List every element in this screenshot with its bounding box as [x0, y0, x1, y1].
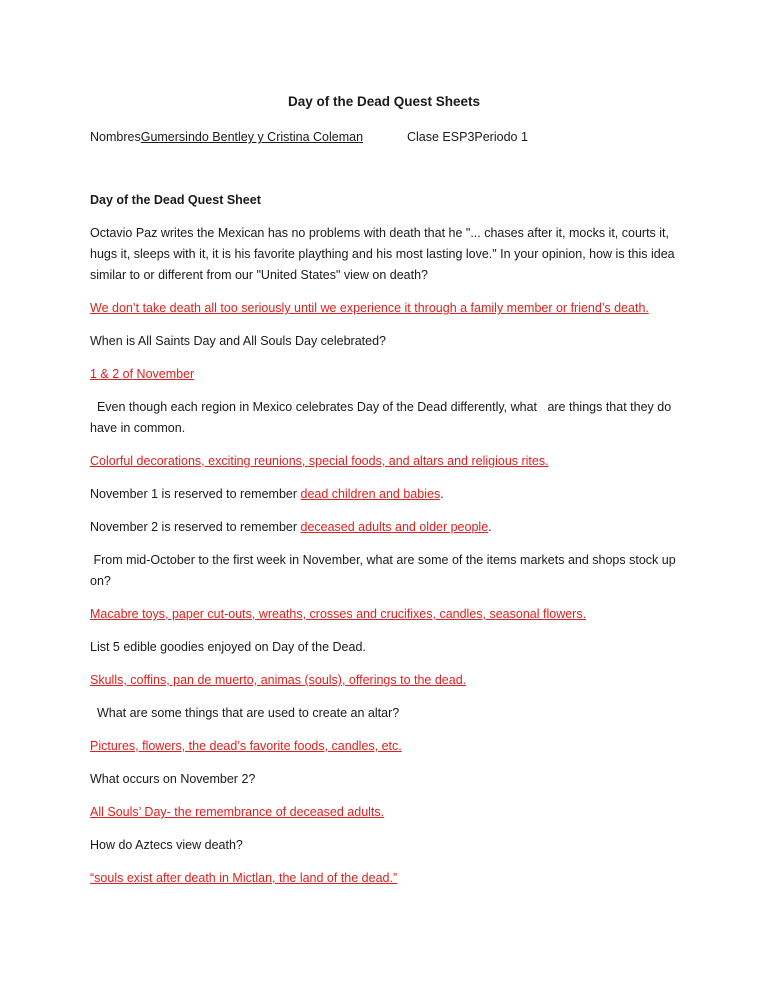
question-4 — [90, 484, 682, 505]
answer-2: 1 & 2 of November — [90, 367, 195, 381]
question-5-end: . — [488, 520, 492, 534]
quest-sheet-body — [90, 190, 682, 901]
answer-10: “souls exist after death in Mictlan, the land of the dead.” — [90, 871, 398, 885]
class-label: Clase ESP3Periodo 1 — [407, 130, 528, 144]
names-value: Gumersindo Bentley y Cristina Coleman — [140, 130, 364, 144]
question-4-end: . — [440, 487, 444, 501]
answer-3: Colorful decorations, exciting reunions, special foods, and altars and religious rites. — [90, 454, 549, 468]
question-1: Octavio Paz writes the Mexican has no problems with death that he "... chases after it, mocks it, courts it, hugs it, sleeps with it, it is his favorite plaything and his most lasting love." In your opinion, how is this idea similar to or different from our "United States" view on death? — [90, 226, 675, 282]
question-3: Even though each region in Mexico celebrates Day of the Dead differently, what are things that they do have in common. — [90, 400, 675, 435]
question-7: List 5 edible goodies enjoyed on Day of the Dead. — [90, 640, 366, 654]
answer-9: All Souls’ Day- the remembrance of deceased adults. — [90, 805, 385, 819]
question-4-text: November 1 is reserved to remember — [90, 487, 301, 501]
answer-1: We don’t take death all too seriously until we experience it through a family member or friend’s death. — [90, 301, 649, 315]
answer-7: Skulls, coffins, pan de muerto, animas (souls), offerings to the dead. — [90, 673, 467, 687]
question-2: When is All Saints Day and All Souls Day celebrated? — [90, 334, 386, 348]
names-label: Nombres — [90, 130, 141, 144]
question-5-fill: deceased adults and older people — [300, 520, 489, 534]
question-9: What occurs on November 2? — [90, 772, 256, 786]
answer-6: Macabre toys, paper cut-outs, wreaths, crosses and crucifixes, candles, seasonal flowers. — [90, 607, 587, 621]
section-heading: Day of the Dead Quest Sheet — [90, 193, 261, 207]
header-info-line — [90, 127, 690, 147]
question-10: How do Aztecs view death? — [90, 838, 243, 852]
question-6: From mid-October to the first week in November, what are some of the items markets and shops stock up on? — [90, 553, 680, 588]
question-8: What are some things that are used to create an altar? — [90, 706, 400, 720]
answer-8: Pictures, flowers, the dead’s favorite foods, candles, etc. — [90, 739, 402, 753]
question-5-text: November 2 is reserved to remember — [90, 520, 301, 534]
page-title: Day of the Dead Quest Sheets — [287, 94, 481, 109]
question-5 — [90, 517, 682, 538]
question-4-fill: dead children and babies — [300, 487, 441, 501]
